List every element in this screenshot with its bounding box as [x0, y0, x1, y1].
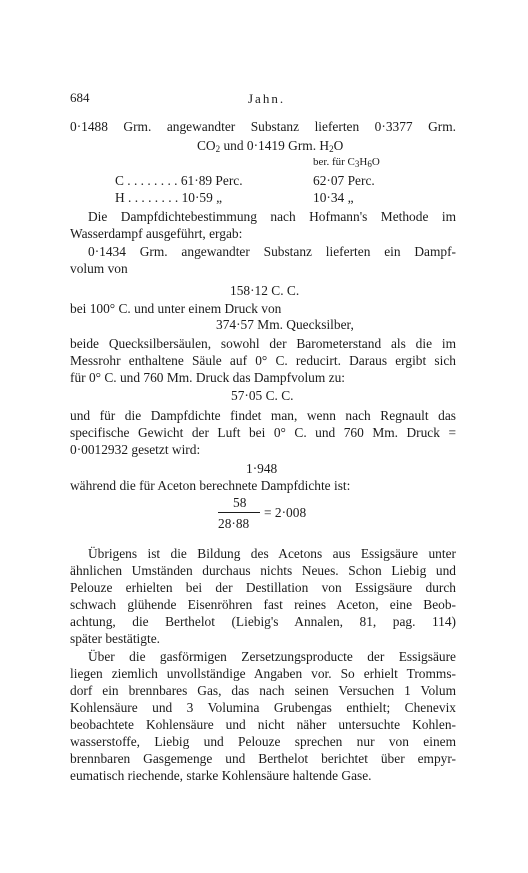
- text-line: specifische Gewicht der Luft bei 0° C. und 760 Mm. Druck =: [70, 425, 456, 440]
- text-line: beide Quecksilbersäulen, sowohl der Barometerstand als die im: [70, 336, 456, 351]
- fraction-denominator: 28·88: [218, 516, 250, 531]
- text-line: eumatisch riechende, starke Kohlensäure haltende Gase.: [70, 768, 372, 783]
- text-line: Messrohr enthaltene Säule auf 0° C. reducirt. Daraus ergibt sich: [70, 353, 456, 368]
- text-line: beobachtete Kohlensäure und nicht näher untersuchte Kohlen-: [70, 717, 456, 732]
- analysis-row-c: C . . . . . . . . 61·89 Perc.: [115, 173, 243, 188]
- text-line: achtung, die Berthelot (Liebig's Annalen, 81, pag. 114): [70, 614, 456, 629]
- text-line: bei 100° C. und unter einem Druck von: [70, 301, 282, 316]
- text-line: 0·0012932 gesetzt wird:: [70, 442, 201, 457]
- text-line: liegen ziemlich unvollständige Angaben vor. So erhielt Tromms-: [70, 666, 456, 681]
- text-line: für 0° C. und 760 Mm. Druck das Dampfvolum zu:: [70, 370, 345, 385]
- analysis-calc-c: 62·07 Perc.: [313, 173, 375, 188]
- page-number: 684: [70, 90, 90, 105]
- text-line: volum von: [70, 261, 128, 276]
- value-line: 158·12 C. C.: [230, 283, 300, 298]
- fraction-numerator: 58: [233, 495, 247, 510]
- text-line: und für die Dampfdichte findet man, wenn nach Regnault das: [70, 408, 456, 423]
- text-line: 0·1434 Grm. angewandter Substanz lieferten ein Dampf-: [88, 244, 456, 259]
- text-line: während die für Aceton berechnete Dampfdichte ist:: [70, 478, 351, 493]
- text-line: Wasserdampf ausgeführt, ergab:: [70, 226, 243, 241]
- text-line: Die Dampfdichtebestimmung nach Hofmann's Methode im: [88, 209, 456, 224]
- text-line: Kohlensäure und 3 Volumina Grubengas enthielt; Chenevix: [70, 700, 456, 715]
- text-line: später bestätigte.: [70, 631, 160, 646]
- fraction-bar: [218, 512, 260, 513]
- formula-line: $CO_2$ und 0·1419 Grm. $H_2O$: [197, 138, 344, 154]
- value-line: 1·948: [246, 461, 278, 476]
- value-line: 374·57 Mm. Quecksilber,: [216, 317, 354, 332]
- text-line: Über die gasförmigen Zersetzungsproducte der Essigsäure: [88, 649, 456, 664]
- text-line: dorf ein brennbares Gas, das nach seinen Versuchen 1 Volum: [70, 683, 456, 698]
- calc-heading: ber. für $C_3H_6O$: [313, 156, 380, 169]
- text-line: schwach glühende Eisenröhren fast reines Aceton, eine Beob-: [70, 597, 456, 612]
- text-line: 0·1488 Grm. angewandter Substanz lieferten 0·3377 Grm.: [70, 119, 456, 134]
- value-line: 57·05 C. C.: [231, 388, 294, 403]
- analysis-calc-h: 10·34 „: [313, 190, 354, 205]
- text-line: Pelouze erhielten bei der Destillation von Essigsäure durch: [70, 580, 456, 595]
- text-line: wasserstoffe, Liebig und Pelouze sprechen nur von einem: [70, 734, 456, 749]
- analysis-row-h: H . . . . . . . . 10·59 „: [115, 190, 223, 205]
- text-line: ähnlichen Umständen durchaus nichts Neues. Schon Liebig und: [70, 563, 456, 578]
- text-line: Übrigens ist die Bildung des Acetons aus Essigsäure unter: [88, 546, 456, 561]
- text-line: brennbaren Gasgemenge und Berthelot berichtet über empyr-: [70, 751, 456, 766]
- fraction-result: = 2·008: [264, 505, 307, 520]
- running-title: Jahn.: [248, 91, 286, 106]
